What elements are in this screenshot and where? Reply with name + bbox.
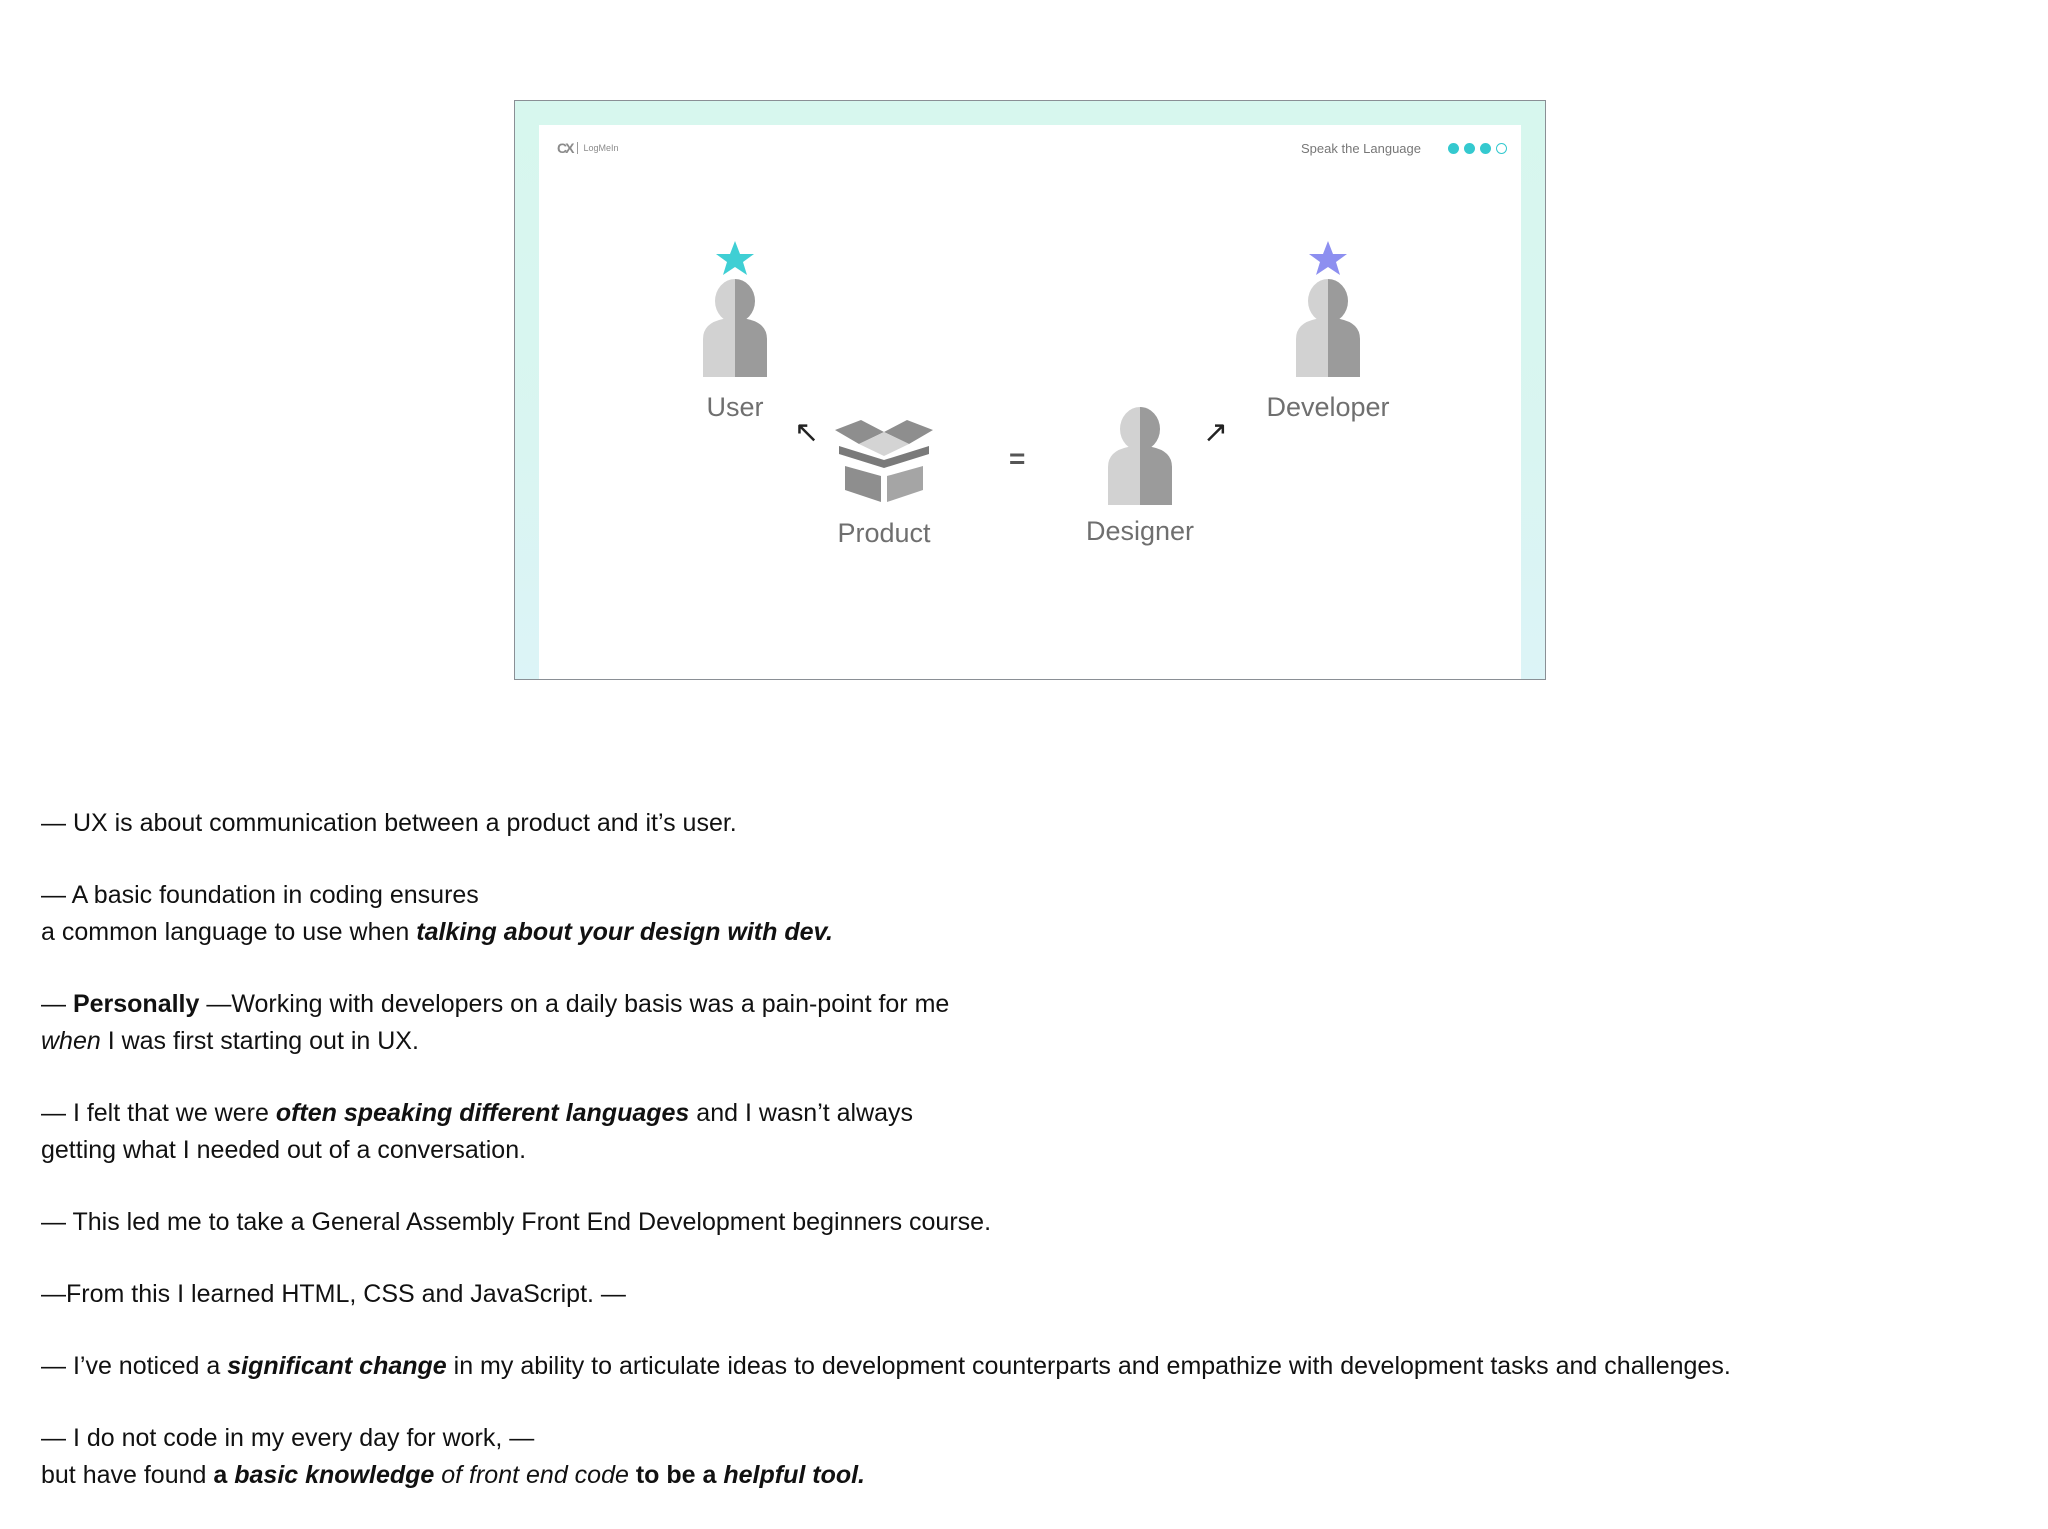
note-text: and I wasn’t always — [689, 1099, 914, 1127]
designer-label: Designer — [1085, 516, 1195, 546]
user-figure — [699, 239, 771, 379]
equals-sign: = — [1009, 443, 1026, 474]
developer-label: Developer — [1266, 392, 1390, 422]
person-icon — [703, 279, 767, 377]
note-text: — I felt that we were — [41, 1099, 276, 1127]
arrow-to-developer-icon: ↗ — [1203, 416, 1229, 449]
star-icon — [1309, 241, 1347, 275]
slide-card — [539, 125, 1521, 679]
star-icon — [716, 241, 754, 275]
note-text: — UX is about communication between a product and it’s user. — [41, 809, 737, 837]
note-text: —Working with developers on a daily basis was a pain-point for me — [199, 990, 950, 1018]
progress-dot-empty — [1496, 143, 1507, 154]
progress-dot-filled — [1448, 143, 1459, 154]
note-emphasis: helpful tool. — [723, 1461, 865, 1489]
note-emphasis: basic knowledge — [234, 1461, 435, 1489]
developer-figure — [1292, 239, 1364, 379]
note-languages — [41, 1095, 2001, 1169]
note-text: — I’ve noticed a — [41, 1352, 228, 1380]
slide-thumbnail — [514, 100, 1546, 680]
note-text: — I do not code in my every day for work, — — [41, 1424, 535, 1452]
progress-dot-filled — [1464, 143, 1475, 154]
product-label: Product — [837, 518, 931, 548]
note-course — [41, 1204, 2001, 1241]
note-text: I was first starting out in UX. — [100, 1027, 419, 1055]
note-text: —From this I learned HTML, CSS and JavaScript. — — [41, 1280, 626, 1308]
note-emphasis: talking about your design with dev. — [416, 918, 833, 946]
note-text: a common language to use when — [41, 918, 417, 946]
product-box-icon — [831, 418, 937, 504]
progress-dots — [1448, 143, 1507, 154]
note-emphasis: often speaking different languages — [275, 1099, 690, 1127]
note-helpful-tool — [41, 1420, 2001, 1494]
note-personally — [41, 986, 2001, 1060]
note-learned — [41, 1276, 2001, 1313]
note-change — [41, 1348, 2001, 1385]
person-icon — [1296, 279, 1360, 377]
note-emphasis: when — [41, 1027, 101, 1055]
person-icon — [1108, 407, 1172, 505]
user-label: User — [706, 392, 764, 422]
note-coding-foundation — [41, 877, 2001, 951]
note-text: getting what I needed out of a conversation. — [41, 1136, 527, 1164]
note-emphasis: a — [213, 1461, 235, 1489]
note-emphasis: significant change — [227, 1352, 447, 1380]
progress-dot-filled — [1480, 143, 1491, 154]
note-text: — A basic foundation in coding ensures — [41, 881, 479, 909]
note-text: — — [41, 990, 73, 1018]
note-communication — [41, 805, 2001, 842]
designer-figure — [1104, 405, 1176, 507]
note-emphasis: to be a — [628, 1461, 724, 1489]
logo-mark: CX — [557, 140, 573, 156]
speaker-notes — [41, 805, 2001, 1529]
note-text: but have found — [41, 1461, 214, 1489]
note-text: — This led me to take a General Assembly Front End Development beginners course. — [41, 1208, 992, 1236]
logo-separator — [577, 142, 578, 154]
note-emphasis: of front end code — [434, 1461, 629, 1489]
note-text: in my ability to articulate ideas to development counterparts and empathize with development tasks and challenges. — [446, 1352, 1731, 1380]
company-logo — [557, 140, 618, 156]
note-emphasis: Personally — [72, 990, 200, 1018]
slide-title: Speak the Language — [1301, 141, 1421, 156]
logo-text: LogMeIn — [583, 143, 619, 153]
arrow-to-user-icon: ↖ — [794, 416, 820, 449]
